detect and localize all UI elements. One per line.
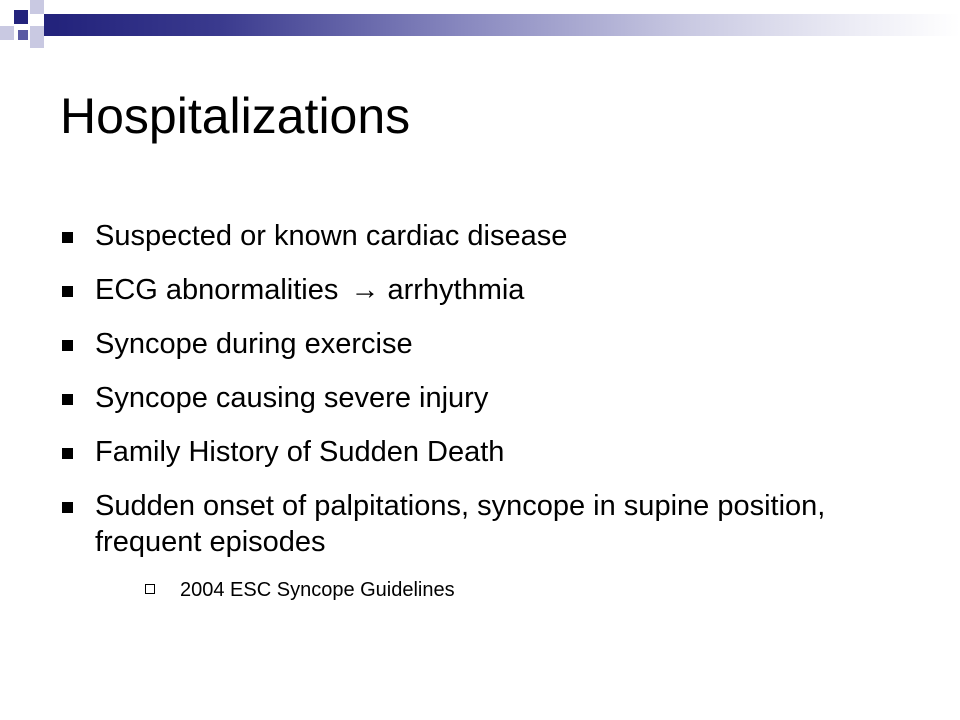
hollow-square-bullet-icon	[145, 584, 155, 594]
bullet-text: Syncope causing severe injury	[95, 382, 489, 414]
sub-bullet-text: 2004 ESC Syncope Guidelines	[180, 579, 455, 601]
bullet-item	[60, 272, 920, 308]
bullet-text: Family History of Sudden Death	[95, 436, 505, 468]
bullet-item	[60, 218, 920, 254]
top-gradient-bar	[56, 14, 960, 36]
bullet-text: arrhythmia	[387, 274, 525, 306]
bullet-text: ECG abnormalities	[95, 274, 339, 306]
deco-square-light	[30, 26, 44, 48]
deco-square-navy	[14, 10, 28, 24]
deco-square-light	[30, 0, 44, 14]
bullet-item	[60, 434, 920, 470]
bullet-list	[60, 218, 920, 602]
bullet-text: Sudden onset of palpitations, syncope in supine position, frequent episodes	[95, 490, 826, 558]
slide-title: Hospitalizations	[60, 88, 411, 144]
right-arrow-icon: →	[350, 274, 380, 306]
bullet-item	[60, 488, 920, 602]
deco-square-mid	[18, 30, 28, 40]
deco-square-navy	[44, 14, 56, 36]
deco-square-light	[0, 26, 14, 40]
bullet-text: Suspected or known cardiac disease	[95, 220, 568, 252]
bullet-text: Syncope during exercise	[95, 328, 413, 360]
sub-bullet-item	[95, 578, 920, 602]
bullet-item	[60, 380, 920, 416]
bullet-item	[60, 326, 920, 362]
